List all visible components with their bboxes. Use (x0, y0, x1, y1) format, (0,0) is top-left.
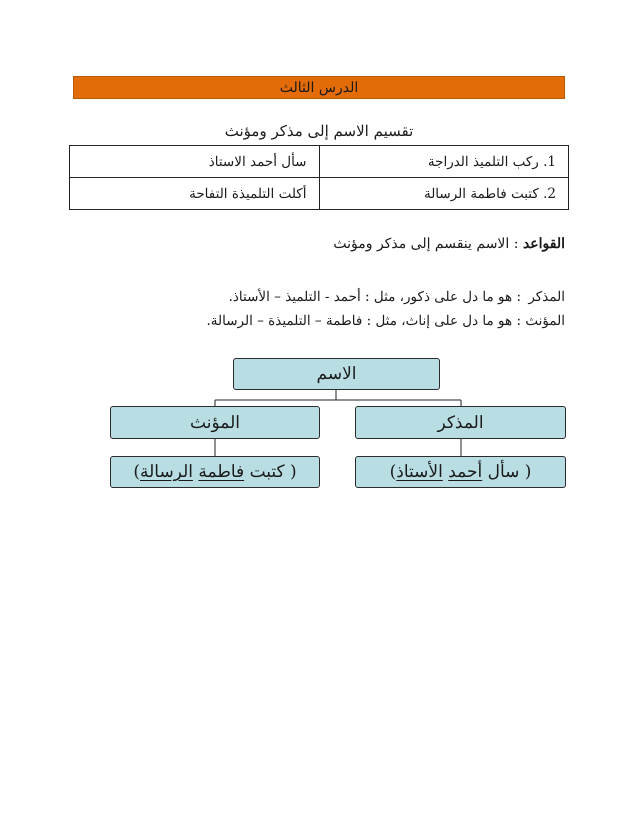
example-text: ( سأل (482, 462, 532, 482)
lesson-title: الدرس الثالث (279, 79, 359, 96)
masculine-label: المذكر (437, 412, 484, 433)
example-underlined-word: أحمد (448, 462, 483, 482)
diagram-feminine-example-box (110, 456, 320, 488)
diagram-masculine-box (355, 406, 566, 439)
definition-term: المذكر (528, 289, 565, 305)
example-underlined-word: الأستاذ (396, 462, 443, 482)
definition-text: : هو ما دل على ذكور، مثل : أحمد - التلميذ – الأستاذ. (228, 289, 521, 305)
definition-text: : هو ما دل على إناث، مثل : فاطمة – التلميذة – الرسالة. (206, 313, 521, 329)
table-cell: 2. كتبت فاطمة الرسالة (319, 178, 569, 210)
diagram-feminine-box (110, 406, 320, 439)
example-text: ) (389, 462, 397, 482)
table-cell: سأل أحمد الاستاذ (70, 146, 320, 178)
diagram-root-label: الاسم (316, 364, 357, 384)
definition-term: المؤنث (525, 313, 565, 329)
rule-separator: : (509, 236, 523, 252)
masculine-example (390, 462, 532, 482)
diagram-root-box (233, 358, 440, 390)
example-underlined-word: الرسالة (139, 462, 193, 482)
example-underlined-word: فاطمة (198, 462, 245, 482)
example-text: ( كتبت (244, 462, 297, 482)
table-cell: أكلت التلميذة التفاحة (70, 178, 320, 210)
feminine-label: المؤنث (190, 412, 240, 433)
feminine-example (133, 462, 296, 482)
rule-text: الاسم ينقسم إلى مذكر ومؤنث (333, 236, 510, 252)
example-text: ) (133, 462, 140, 482)
diagram-masculine-example-box (355, 456, 566, 488)
lesson-subtitle: تقسيم الاسم إلى مذكر ومؤنث (224, 122, 414, 140)
table-cell: 1. ركب التلميذ الدراجة (319, 146, 569, 178)
rule-label: القواعد (522, 236, 565, 252)
